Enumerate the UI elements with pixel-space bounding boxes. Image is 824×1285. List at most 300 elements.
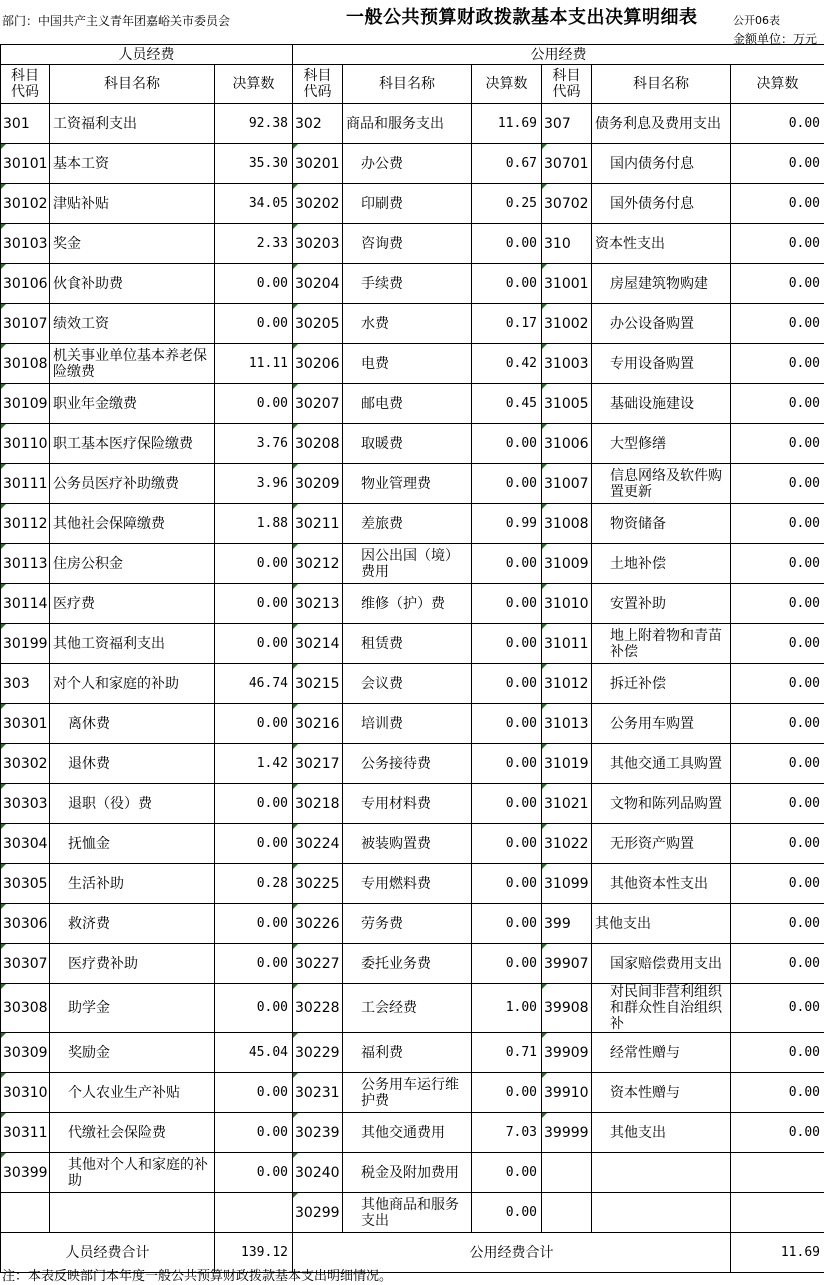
personnel-amount: 1.42 bbox=[215, 744, 293, 784]
public-goods-code: 30240 bbox=[293, 1153, 343, 1193]
public-capital-code: 307 bbox=[542, 104, 592, 144]
public-capital-name: 房屋建筑物购建 bbox=[592, 264, 731, 304]
public-capital-name: 国外债务付息 bbox=[592, 184, 731, 224]
personnel-amount: 0.00 bbox=[215, 1073, 293, 1113]
public-capital-code: 39908 bbox=[542, 984, 592, 1033]
personnel-amount: 11.11 bbox=[215, 344, 293, 384]
public-goods-name: 咨询费 bbox=[343, 224, 472, 264]
public-capital-amount: 0.00 bbox=[731, 984, 824, 1033]
public-goods-name: 培训费 bbox=[343, 704, 472, 744]
personnel-name: 工资福利支出 bbox=[50, 104, 215, 144]
public-capital-name: 其他支出 bbox=[592, 904, 731, 944]
amount-unit: 金额单位：万元 bbox=[733, 32, 818, 46]
public-capital-name: 基础设施建设 bbox=[592, 384, 731, 424]
public-goods-name: 工会经费 bbox=[343, 984, 472, 1033]
public-goods-code: 30202 bbox=[293, 184, 343, 224]
public-capital-amount: 0.00 bbox=[731, 224, 824, 264]
personnel-code: 301 bbox=[1, 104, 50, 144]
table-row bbox=[1, 1153, 824, 1193]
public-capital-amount bbox=[731, 1153, 824, 1193]
table-row bbox=[1, 1113, 824, 1153]
personnel-name: 医疗费 bbox=[50, 584, 215, 624]
personnel-amount: 0.00 bbox=[215, 1113, 293, 1153]
public-goods-name: 其他交通费用 bbox=[343, 1113, 472, 1153]
public-capital-amount: 0.00 bbox=[731, 664, 824, 704]
personnel-code: 30302 bbox=[1, 744, 50, 784]
public-goods-code: 30217 bbox=[293, 744, 343, 784]
public-capital-name: 信息网络及软件购置更新 bbox=[592, 464, 731, 504]
public-capital-name: 国内债务付息 bbox=[592, 144, 731, 184]
personnel-code: 30199 bbox=[1, 624, 50, 664]
public-capital-code: 31007 bbox=[542, 464, 592, 504]
public-goods-amount: 0.00 bbox=[472, 624, 542, 664]
col-header-amount: 决算数 bbox=[215, 65, 293, 104]
personnel-code bbox=[1, 1193, 50, 1233]
public-capital-amount: 0.00 bbox=[731, 584, 824, 624]
public-capital-name: 债务利息及费用支出 bbox=[592, 104, 731, 144]
public-goods-name: 专用材料费 bbox=[343, 784, 472, 824]
table-row bbox=[1, 1073, 824, 1113]
public-capital-name: 土地补偿 bbox=[592, 544, 731, 584]
public-goods-amount: 0.00 bbox=[472, 864, 542, 904]
public-capital-code: 31009 bbox=[542, 544, 592, 584]
public-goods-code: 30212 bbox=[293, 544, 343, 584]
public-goods-name: 办公费 bbox=[343, 144, 472, 184]
public-capital-name: 文物和陈列品购置 bbox=[592, 784, 731, 824]
footnote: 注：本表反映部门本年度一般公共预算财政拨款基本支出明细情况。 bbox=[2, 1269, 393, 1284]
public-goods-amount: 0.17 bbox=[472, 304, 542, 344]
personnel-name: 基本工资 bbox=[50, 144, 215, 184]
public-capital-amount: 0.00 bbox=[731, 144, 824, 184]
personnel-code: 30311 bbox=[1, 1113, 50, 1153]
public-goods-name: 税金及附加费用 bbox=[343, 1153, 472, 1193]
public-capital-amount bbox=[731, 1193, 824, 1233]
public-goods-amount: 0.00 bbox=[472, 664, 542, 704]
personnel-amount: 46.74 bbox=[215, 664, 293, 704]
personnel-code: 30106 bbox=[1, 264, 50, 304]
personnel-amount: 0.00 bbox=[215, 264, 293, 304]
report-header bbox=[0, 0, 824, 44]
public-capital-name: 资本性支出 bbox=[592, 224, 731, 264]
personnel-amount: 2.33 bbox=[215, 224, 293, 264]
public-capital-name bbox=[592, 1193, 731, 1233]
personnel-name: 其他社会保障缴费 bbox=[50, 504, 215, 544]
personnel-code: 30310 bbox=[1, 1073, 50, 1113]
public-goods-amount: 1.00 bbox=[472, 984, 542, 1033]
table-row bbox=[1, 1193, 824, 1233]
personnel-amount: 0.00 bbox=[215, 904, 293, 944]
public-goods-name: 物业管理费 bbox=[343, 464, 472, 504]
col-header-amount: 决算数 bbox=[731, 65, 824, 104]
public-goods-name: 租赁费 bbox=[343, 624, 472, 664]
public-goods-amount: 0.00 bbox=[472, 264, 542, 304]
personnel-name: 奖励金 bbox=[50, 1033, 215, 1073]
public-band-header: 公用经费 bbox=[293, 45, 824, 65]
public-goods-amount: 0.00 bbox=[472, 224, 542, 264]
public-goods-amount: 0.00 bbox=[472, 904, 542, 944]
personnel-band-header: 人员经费 bbox=[1, 45, 293, 65]
public-goods-amount: 0.00 bbox=[472, 1153, 542, 1193]
col-header-amount: 决算数 bbox=[472, 65, 542, 104]
public-goods-amount: 0.25 bbox=[472, 184, 542, 224]
public-capital-code: 39907 bbox=[542, 944, 592, 984]
table-row bbox=[1, 184, 824, 224]
personnel-amount: 0.00 bbox=[215, 944, 293, 984]
personnel-code: 30308 bbox=[1, 984, 50, 1033]
public-goods-code: 30214 bbox=[293, 624, 343, 664]
public-goods-code: 30227 bbox=[293, 944, 343, 984]
public-goods-code: 30216 bbox=[293, 704, 343, 744]
public-goods-code: 30203 bbox=[293, 224, 343, 264]
table-row bbox=[1, 664, 824, 704]
table-row bbox=[1, 904, 824, 944]
personnel-code: 30309 bbox=[1, 1033, 50, 1073]
personnel-name: 其他工资福利支出 bbox=[50, 624, 215, 664]
personnel-name: 对个人和家庭的补助 bbox=[50, 664, 215, 704]
public-capital-amount: 0.00 bbox=[731, 824, 824, 864]
personnel-amount: 45.04 bbox=[215, 1033, 293, 1073]
public-capital-amount: 0.00 bbox=[731, 184, 824, 224]
public-goods-name: 因公出国（境）费用 bbox=[343, 544, 472, 584]
personnel-amount: 3.76 bbox=[215, 424, 293, 464]
personnel-amount: 34.05 bbox=[215, 184, 293, 224]
personnel-amount: 3.96 bbox=[215, 464, 293, 504]
personnel-code: 30107 bbox=[1, 304, 50, 344]
public-goods-name: 公务用车运行维护费 bbox=[343, 1073, 472, 1113]
personnel-name: 医疗费补助 bbox=[50, 944, 215, 984]
table-row bbox=[1, 504, 824, 544]
department-label: 部门：中国共产主义青年团嘉峪关市委员会 bbox=[2, 14, 231, 28]
table-row bbox=[1, 464, 824, 504]
personnel-code: 30113 bbox=[1, 544, 50, 584]
personnel-name: 奖金 bbox=[50, 224, 215, 264]
public-capital-code: 39999 bbox=[542, 1113, 592, 1153]
table-row bbox=[1, 864, 824, 904]
public-goods-code: 30224 bbox=[293, 824, 343, 864]
public-capital-name: 经常性赠与 bbox=[592, 1033, 731, 1073]
public-goods-code: 30239 bbox=[293, 1113, 343, 1153]
table-row bbox=[1, 624, 824, 664]
public-goods-name: 邮电费 bbox=[343, 384, 472, 424]
personnel-name: 个人农业生产补贴 bbox=[50, 1073, 215, 1113]
public-capital-amount: 0.00 bbox=[731, 464, 824, 504]
public-capital-code: 31001 bbox=[542, 264, 592, 304]
public-goods-name: 福利费 bbox=[343, 1033, 472, 1073]
public-capital-code: 31005 bbox=[542, 384, 592, 424]
public-goods-name: 取暖费 bbox=[343, 424, 472, 464]
public-goods-name: 维修（护）费 bbox=[343, 584, 472, 624]
public-goods-code: 30201 bbox=[293, 144, 343, 184]
public-goods-code: 30231 bbox=[293, 1073, 343, 1113]
personnel-code: 30108 bbox=[1, 344, 50, 384]
public-capital-code: 31003 bbox=[542, 344, 592, 384]
personnel-amount: 0.28 bbox=[215, 864, 293, 904]
public-capital-name: 安置补助 bbox=[592, 584, 731, 624]
table-row bbox=[1, 984, 824, 1033]
public-goods-amount: 0.42 bbox=[472, 344, 542, 384]
personnel-amount: 0.00 bbox=[215, 544, 293, 584]
table-row bbox=[1, 784, 824, 824]
public-goods-amount: 0.00 bbox=[472, 1073, 542, 1113]
public-capital-amount: 0.00 bbox=[731, 1073, 824, 1113]
public-capital-name: 对民间非营利组织和群众性自治组织补 bbox=[592, 984, 731, 1033]
personnel-code: 30114 bbox=[1, 584, 50, 624]
personnel-amount bbox=[215, 1193, 293, 1233]
public-goods-code: 30208 bbox=[293, 424, 343, 464]
public-goods-amount: 0.00 bbox=[472, 744, 542, 784]
col-header-code: 科目 代码 bbox=[542, 65, 592, 104]
personnel-code: 30305 bbox=[1, 864, 50, 904]
public-capital-code: 31021 bbox=[542, 784, 592, 824]
personnel-code: 30307 bbox=[1, 944, 50, 984]
personnel-name: 职业年金缴费 bbox=[50, 384, 215, 424]
public-capital-name: 其他交通工具购置 bbox=[592, 744, 731, 784]
personnel-name: 津贴补贴 bbox=[50, 184, 215, 224]
public-capital-amount: 0.00 bbox=[731, 384, 824, 424]
public-goods-name: 专用燃料费 bbox=[343, 864, 472, 904]
personnel-name: 退职（役）费 bbox=[50, 784, 215, 824]
public-capital-code: 31011 bbox=[542, 624, 592, 664]
public-goods-amount: 0.00 bbox=[472, 464, 542, 504]
public-capital-amount: 0.00 bbox=[731, 784, 824, 824]
public-capital-amount: 0.00 bbox=[731, 264, 824, 304]
personnel-name: 救济费 bbox=[50, 904, 215, 944]
public-goods-code: 30225 bbox=[293, 864, 343, 904]
public-goods-amount: 7.03 bbox=[472, 1113, 542, 1153]
table-row bbox=[1, 104, 824, 144]
personnel-name: 抚恤金 bbox=[50, 824, 215, 864]
personnel-amount: 0.00 bbox=[215, 584, 293, 624]
personnel-amount: 0.00 bbox=[215, 984, 293, 1033]
public-capital-amount: 0.00 bbox=[731, 904, 824, 944]
col-header-name: 科目名称 bbox=[343, 65, 472, 104]
public-capital-amount: 0.00 bbox=[731, 544, 824, 584]
public-goods-name: 会议费 bbox=[343, 664, 472, 704]
table-row bbox=[1, 704, 824, 744]
public-capital-name bbox=[592, 1153, 731, 1193]
public-goods-amount: 0.67 bbox=[472, 144, 542, 184]
public-capital-code: 39909 bbox=[542, 1033, 592, 1073]
personnel-amount: 0.00 bbox=[215, 704, 293, 744]
public-goods-name: 委托业务费 bbox=[343, 944, 472, 984]
public-capital-amount: 0.00 bbox=[731, 624, 824, 664]
table-row bbox=[1, 224, 824, 264]
personnel-code: 30112 bbox=[1, 504, 50, 544]
public-goods-amount: 0.00 bbox=[472, 1193, 542, 1233]
report-title: 一般公共预算财政拨款基本支出决算明细表 bbox=[346, 7, 698, 28]
public-goods-amount: 0.00 bbox=[472, 544, 542, 584]
public-goods-amount: 0.00 bbox=[472, 824, 542, 864]
table-row bbox=[1, 944, 824, 984]
table-row bbox=[1, 344, 824, 384]
public-goods-code: 30228 bbox=[293, 984, 343, 1033]
public-goods-code: 30204 bbox=[293, 264, 343, 304]
personnel-name: 助学金 bbox=[50, 984, 215, 1033]
public-goods-amount: 0.00 bbox=[472, 584, 542, 624]
public-capital-amount: 0.00 bbox=[731, 864, 824, 904]
public-capital-amount: 0.00 bbox=[731, 1113, 824, 1153]
personnel-code: 30399 bbox=[1, 1153, 50, 1193]
public-goods-name: 公务接待费 bbox=[343, 744, 472, 784]
public-capital-amount: 0.00 bbox=[731, 304, 824, 344]
personnel-code: 30111 bbox=[1, 464, 50, 504]
personnel-name bbox=[50, 1193, 215, 1233]
public-capital-amount: 0.00 bbox=[731, 344, 824, 384]
expenditure-table bbox=[0, 44, 824, 1273]
table-row bbox=[1, 584, 824, 624]
personnel-name: 住房公积金 bbox=[50, 544, 215, 584]
public-capital-name: 物资储备 bbox=[592, 504, 731, 544]
public-goods-amount: 0.00 bbox=[472, 424, 542, 464]
public-capital-amount: 0.00 bbox=[731, 1033, 824, 1073]
personnel-amount: 0.00 bbox=[215, 304, 293, 344]
personnel-amount: 0.00 bbox=[215, 384, 293, 424]
public-capital-amount: 0.00 bbox=[731, 504, 824, 544]
personnel-amount: 0.00 bbox=[215, 824, 293, 864]
col-header-code: 科目 代码 bbox=[293, 65, 343, 104]
public-capital-code: 31010 bbox=[542, 584, 592, 624]
public-capital-code: 31019 bbox=[542, 744, 592, 784]
public-goods-name: 差旅费 bbox=[343, 504, 472, 544]
personnel-code: 30110 bbox=[1, 424, 50, 464]
public-capital-code: 30702 bbox=[542, 184, 592, 224]
personnel-name: 退休费 bbox=[50, 744, 215, 784]
public-capital-name: 公务用车购置 bbox=[592, 704, 731, 744]
col-header-code: 科目 代码 bbox=[1, 65, 50, 104]
personnel-code: 30304 bbox=[1, 824, 50, 864]
public-capital-code: 30701 bbox=[542, 144, 592, 184]
personnel-code: 30303 bbox=[1, 784, 50, 824]
personnel-name: 生活补助 bbox=[50, 864, 215, 904]
public-capital-amount: 0.00 bbox=[731, 744, 824, 784]
public-goods-code: 30209 bbox=[293, 464, 343, 504]
personnel-name: 绩效工资 bbox=[50, 304, 215, 344]
public-goods-code: 30206 bbox=[293, 344, 343, 384]
public-goods-name: 印刷费 bbox=[343, 184, 472, 224]
public-capital-code: 31013 bbox=[542, 704, 592, 744]
table-row bbox=[1, 264, 824, 304]
table-row bbox=[1, 384, 824, 424]
public-capital-code: 31099 bbox=[542, 864, 592, 904]
public-goods-name: 商品和服务支出 bbox=[343, 104, 472, 144]
form-number: 公开06表 bbox=[733, 14, 780, 27]
public-goods-code: 30299 bbox=[293, 1193, 343, 1233]
personnel-code: 30301 bbox=[1, 704, 50, 744]
public-capital-name: 大型修缮 bbox=[592, 424, 731, 464]
public-goods-name: 手续费 bbox=[343, 264, 472, 304]
public-capital-name: 其他资本性支出 bbox=[592, 864, 731, 904]
public-goods-amount: 11.69 bbox=[472, 104, 542, 144]
public-capital-code: 31012 bbox=[542, 664, 592, 704]
public-capital-name: 地上附着物和青苗补偿 bbox=[592, 624, 731, 664]
public-capital-name: 其他支出 bbox=[592, 1113, 731, 1153]
public-capital-amount: 0.00 bbox=[731, 704, 824, 744]
personnel-name: 伙食补助费 bbox=[50, 264, 215, 304]
personnel-amount: 0.00 bbox=[215, 1153, 293, 1193]
public-capital-code bbox=[542, 1153, 592, 1193]
public-goods-name: 被装购置费 bbox=[343, 824, 472, 864]
public-goods-code: 30215 bbox=[293, 664, 343, 704]
public-goods-name: 其他商品和服务支出 bbox=[343, 1193, 472, 1233]
personnel-name: 机关事业单位基本养老保险缴费 bbox=[50, 344, 215, 384]
public-goods-amount: 0.00 bbox=[472, 784, 542, 824]
public-capital-code bbox=[542, 1193, 592, 1233]
personnel-name: 离休费 bbox=[50, 704, 215, 744]
public-capital-amount: 0.00 bbox=[731, 944, 824, 984]
public-capital-name: 国家赔偿费用支出 bbox=[592, 944, 731, 984]
public-goods-code: 30213 bbox=[293, 584, 343, 624]
public-capital-name: 办公设备购置 bbox=[592, 304, 731, 344]
table-row bbox=[1, 544, 824, 584]
col-header-name: 科目名称 bbox=[592, 65, 731, 104]
personnel-code: 30306 bbox=[1, 904, 50, 944]
public-goods-amount: 0.00 bbox=[472, 704, 542, 744]
table-row bbox=[1, 1033, 824, 1073]
personnel-code: 30109 bbox=[1, 384, 50, 424]
public-capital-amount: 0.00 bbox=[731, 424, 824, 464]
public-goods-code: 30211 bbox=[293, 504, 343, 544]
personnel-code: 30101 bbox=[1, 144, 50, 184]
table-row bbox=[1, 744, 824, 784]
personnel-amount: 1.88 bbox=[215, 504, 293, 544]
public-capital-name: 资本性赠与 bbox=[592, 1073, 731, 1113]
public-goods-name: 电费 bbox=[343, 344, 472, 384]
public-capital-name: 专用设备购置 bbox=[592, 344, 731, 384]
public-goods-code: 30205 bbox=[293, 304, 343, 344]
public-capital-code: 310 bbox=[542, 224, 592, 264]
public-capital-code: 31002 bbox=[542, 304, 592, 344]
public-capital-name: 拆迁补偿 bbox=[592, 664, 731, 704]
personnel-code: 303 bbox=[1, 664, 50, 704]
public-goods-amount: 0.00 bbox=[472, 944, 542, 984]
public-capital-code: 31008 bbox=[542, 504, 592, 544]
public-capital-amount: 0.00 bbox=[731, 104, 824, 144]
col-header-name: 科目名称 bbox=[50, 65, 215, 104]
public-goods-amount: 0.45 bbox=[472, 384, 542, 424]
public-goods-name: 劳务费 bbox=[343, 904, 472, 944]
public-goods-code: 30229 bbox=[293, 1033, 343, 1073]
public-total-value: 11.69 bbox=[731, 1233, 824, 1273]
public-goods-code: 30226 bbox=[293, 904, 343, 944]
personnel-name: 代缴社会保险费 bbox=[50, 1113, 215, 1153]
public-goods-name: 水费 bbox=[343, 304, 472, 344]
public-capital-code: 31022 bbox=[542, 824, 592, 864]
public-goods-amount: 0.99 bbox=[472, 504, 542, 544]
public-goods-code: 30207 bbox=[293, 384, 343, 424]
personnel-amount: 0.00 bbox=[215, 624, 293, 664]
personnel-name: 公务员医疗补助缴费 bbox=[50, 464, 215, 504]
personnel-code: 30103 bbox=[1, 224, 50, 264]
table-row bbox=[1, 424, 824, 464]
personnel-total-label: 人员经费合计 bbox=[1, 1233, 215, 1273]
table-row bbox=[1, 824, 824, 864]
public-capital-code: 31006 bbox=[542, 424, 592, 464]
public-goods-code: 302 bbox=[293, 104, 343, 144]
table-row bbox=[1, 144, 824, 184]
personnel-name: 职工基本医疗保险缴费 bbox=[50, 424, 215, 464]
public-goods-amount: 0.71 bbox=[472, 1033, 542, 1073]
public-total-label: 公用经费合计 bbox=[293, 1233, 731, 1273]
personnel-amount: 35.30 bbox=[215, 144, 293, 184]
personnel-name: 其他对个人和家庭的补助 bbox=[50, 1153, 215, 1193]
personnel-code: 30102 bbox=[1, 184, 50, 224]
public-capital-code: 39910 bbox=[542, 1073, 592, 1113]
personnel-amount: 0.00 bbox=[215, 784, 293, 824]
table-row bbox=[1, 304, 824, 344]
public-capital-code: 399 bbox=[542, 904, 592, 944]
personnel-amount: 92.38 bbox=[215, 104, 293, 144]
personnel-total-value: 139.12 bbox=[215, 1233, 293, 1273]
